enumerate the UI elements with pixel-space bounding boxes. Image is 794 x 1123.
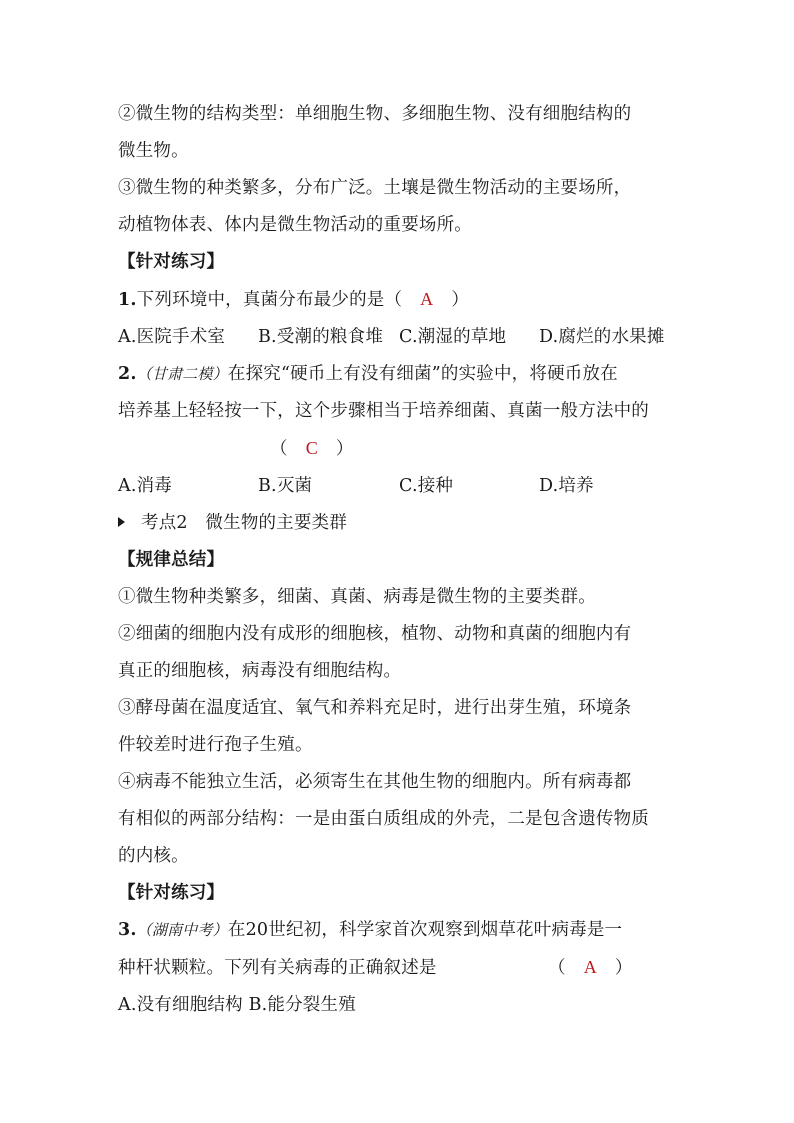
answer-mark: A — [420, 289, 434, 309]
topic-2-heading — [118, 505, 678, 542]
option-c: C.接种 — [399, 476, 454, 496]
option-b: B.受潮的粮食堆 — [258, 327, 384, 347]
question-text: 在探究“硬币上有没有细菌”的实验中，将硬币放在 — [227, 364, 618, 384]
option-b: B.能分裂生殖 — [248, 995, 356, 1015]
question-text: 种杆状颗粒。下列有关病毒的正确叙述是 — [118, 958, 437, 978]
answer-mark: A — [583, 957, 597, 977]
triangle-bullet-icon — [118, 517, 125, 527]
question-text: 下列环境中，真菌分布最少的是（ — [136, 290, 403, 310]
paragraph-structure-types-cont: 微生物。 — [118, 141, 189, 161]
question-source: （甘肃二模） — [136, 365, 228, 383]
option-d: D.培养 — [539, 476, 594, 496]
question-3-cont — [118, 949, 678, 987]
document-page — [118, 96, 678, 1024]
question-1 — [118, 281, 678, 319]
summary-paragraph-4-cont: 有相似的两部分结构：一是由蛋白质组成的外壳，二是包含遗传物质 — [118, 809, 649, 829]
question-text: 在20世纪初，科学家首次观察到烟草花叶病毒是一 — [227, 920, 623, 940]
question-2-answer-line — [118, 430, 678, 468]
summary-paragraph-3-cont: 件较差时进行孢子生殖。 — [118, 735, 313, 755]
summary-paragraph-3: ③酵母菌在温度适宜、氧气和养料充足时，进行出芽生殖，环境条 — [118, 698, 632, 718]
paragraph-distribution: ③微生物的种类繁多，分布广泛。土壤是微生物活动的主要场所， — [118, 178, 632, 198]
summary-paragraph-4-end: 的内核。 — [118, 846, 189, 866]
topic-title: 考点2 微生物的主要类群 — [141, 513, 348, 533]
option-a: A.医院手术室 — [118, 327, 226, 347]
paragraph-distribution-cont: 动植物体表、体内是微生物活动的重要场所。 — [118, 215, 472, 235]
question-close-paren: ） — [614, 958, 633, 978]
summary-heading: 【规律总结】 — [118, 550, 225, 570]
question-number: 1. — [118, 290, 137, 310]
question-1-options — [118, 319, 678, 356]
paragraph-structure-types: ②微生物的结构类型：单细胞生物、多细胞生物、没有细胞结构的 — [118, 104, 632, 124]
summary-paragraph-2-cont: 真正的细胞核，病毒没有细胞结构。 — [118, 661, 402, 681]
option-b: B.灭菌 — [258, 476, 313, 496]
practice-heading-1: 【针对练习】 — [118, 252, 225, 272]
option-a: A.消毒 — [118, 476, 173, 496]
question-close-paren: ） — [451, 290, 470, 310]
summary-paragraph-1: ①微生物种类繁多，细菌、真菌、病毒是微生物的主要类群。 — [118, 587, 596, 607]
question-2-cont: 培养基上轻轻按一下，这个步骤相当于培养细菌、真菌一般方法中的 — [118, 401, 649, 421]
option-c: C.潮湿的草地 — [399, 327, 507, 347]
option-a: A.没有细胞结构 — [118, 995, 243, 1015]
question-3 — [118, 912, 678, 949]
question-2 — [118, 356, 678, 393]
question-number: 3. — [118, 920, 137, 940]
question-number: 2. — [118, 364, 137, 384]
question-open-paren: （ — [270, 439, 288, 459]
practice-heading-2: 【针对练习】 — [118, 883, 225, 903]
question-2-options — [118, 468, 678, 505]
summary-paragraph-2: ②细菌的细胞内没有成形的细胞核，植物、动物和真菌的细胞内有 — [118, 624, 632, 644]
option-d: D.腐烂的水果摊 — [539, 327, 665, 347]
answer-mark: C — [305, 438, 318, 458]
question-3-options — [118, 987, 678, 1024]
summary-paragraph-4: ④病毒不能独立生活，必须寄生在其他生物的细胞内。所有病毒都 — [118, 772, 632, 792]
question-open-paren: （ — [548, 958, 566, 978]
question-close-paren: ） — [335, 439, 354, 459]
question-source: （湖南中考） — [136, 921, 228, 939]
